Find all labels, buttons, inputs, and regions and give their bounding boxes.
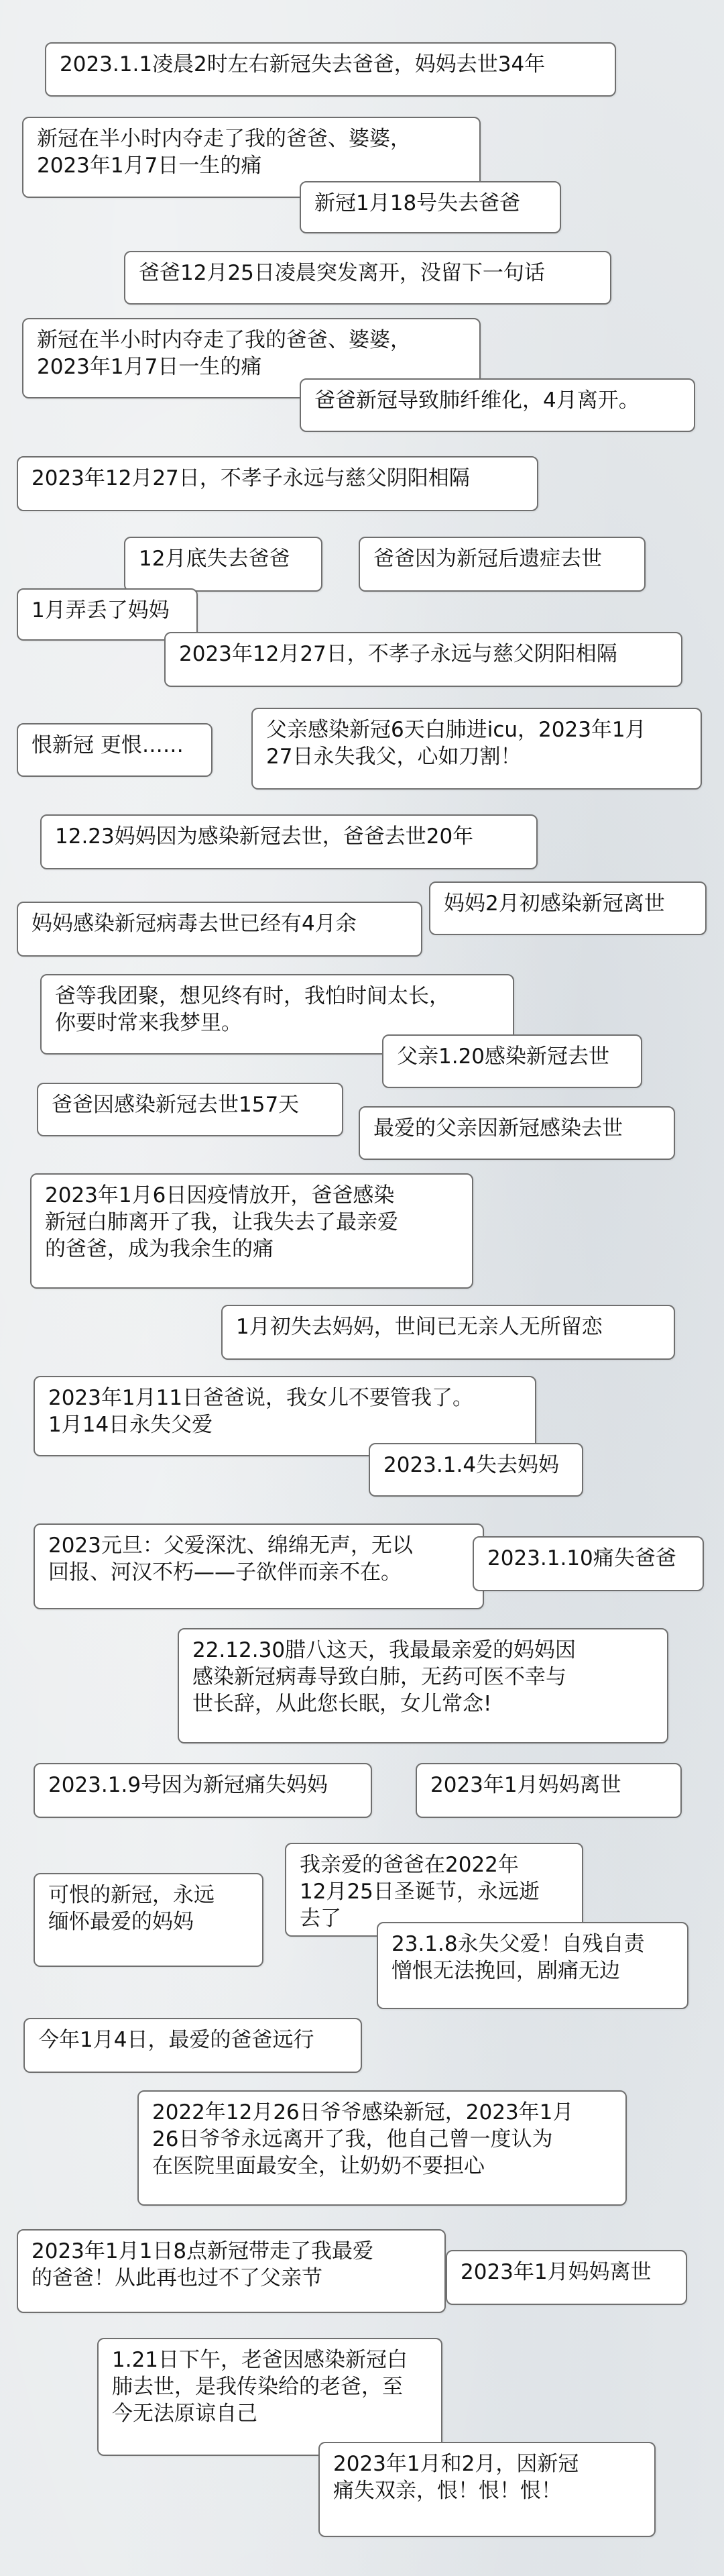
note: 1.21日下午，老爸因感染新冠白 肺去世，是我传染给的老爸，至 今无法原谅自己: [97, 2338, 442, 2456]
note: 1月初失去妈妈，世间已无亲人无所留恋: [221, 1305, 675, 1360]
note: 新冠在半小时内夺走了我的爸爸、婆婆， 2023年1月7日一生的痛: [22, 318, 481, 398]
note: 妈妈2月初感染新冠离世: [429, 881, 707, 935]
note: 父亲感染新冠6天白肺进icu，2023年1月 27日永失我父，心如刀割！: [251, 708, 702, 790]
note: 新冠在半小时内夺走了我的爸爸、婆婆， 2023年1月7日一生的痛: [22, 117, 481, 198]
note: 2023.1.9号因为新冠痛失妈妈: [34, 1763, 372, 1818]
note: 我亲爱的爸爸在2022年 12月25日圣诞节，永远逝 去了: [285, 1843, 583, 1937]
note: 2023年1月妈妈离世: [416, 1763, 682, 1818]
note: 2023年12月27日，不孝子永远与慈父阴阳相隔: [164, 632, 682, 687]
note: 2023年1月11日爸爸说，我女儿不要管我了。 1月14日永失父爱: [34, 1376, 536, 1456]
note: 爸等我团聚，想见终有时，我怕时间太长， 你要时常来我梦里。: [40, 974, 514, 1055]
note: 2023年1月和2月，因新冠 痛失双亲，恨！恨！恨！: [318, 2442, 656, 2537]
note: 2023年1月1日8点新冠带走了我最爱 的爸爸！从此再也过不了父亲节: [17, 2229, 446, 2313]
note: 2022年12月26日爷爷感染新冠，2023年1月 26日爷爷永远离开了我，他自己曾一度认为 在医院里面最安全，让奶奶不要担心: [137, 2090, 627, 2206]
note: 爸爸因为新冠后遗症去世: [359, 537, 646, 592]
note: 2023年1月妈妈离世: [446, 2250, 687, 2305]
note: 妈妈感染新冠病毒去世已经有4月余: [17, 902, 422, 957]
note: 爸爸12月25日凌晨突发离开，没留下一句话: [124, 251, 611, 305]
note: 2023年1月6日因疫情放开，爸爸感染 新冠白肺离开了我，让我失去了最亲爱 的爸爸，成为我余生的痛: [30, 1173, 473, 1289]
note: 2023.1.1凌晨2时左右新冠失去爸爸，妈妈去世34年: [45, 42, 616, 97]
note: 最爱的父亲因新冠感染去世: [359, 1106, 675, 1160]
note: 爸爸新冠导致肺纤维化，4月离开。: [300, 378, 695, 432]
note: 父亲1.20感染新冠去世: [382, 1034, 642, 1088]
note: 1月弄丢了妈妈: [17, 588, 198, 641]
note: 可恨的新冠，永远 缅怀最爱的妈妈: [34, 1873, 263, 1967]
note: 新冠1月18号失去爸爸: [300, 181, 561, 233]
note: 2023年12月27日，不孝子永远与慈父阴阳相隔: [17, 456, 538, 511]
note: 2023元旦：父爱深沈、绵绵无声，无以 回报、河汉不朽——子欲伴而亲不在。: [34, 1523, 484, 1609]
note: 23.1.8永失父爱！自残自责 憎恨无法挽回，剧痛无边: [377, 1922, 688, 2009]
note: 2023.1.4失去妈妈: [369, 1443, 583, 1497]
note: 今年1月4日，最爱的爸爸远行: [23, 2018, 362, 2073]
note: 恨新冠 更恨……: [17, 723, 213, 777]
note: 2023.1.10痛失爸爸: [473, 1536, 704, 1591]
note: 12月底失去爸爸: [124, 537, 322, 592]
note: 爸爸因感染新冠去世157天: [37, 1083, 343, 1136]
note: 12.23妈妈因为感染新冠去世，爸爸去世20年: [40, 814, 538, 869]
note: 22.12.30腊八这天，我最最亲爱的妈妈因 感染新冠病毒导致白肺，无药可医不幸与 世长辞，从此您长眠，女儿常念!: [178, 1628, 668, 1743]
